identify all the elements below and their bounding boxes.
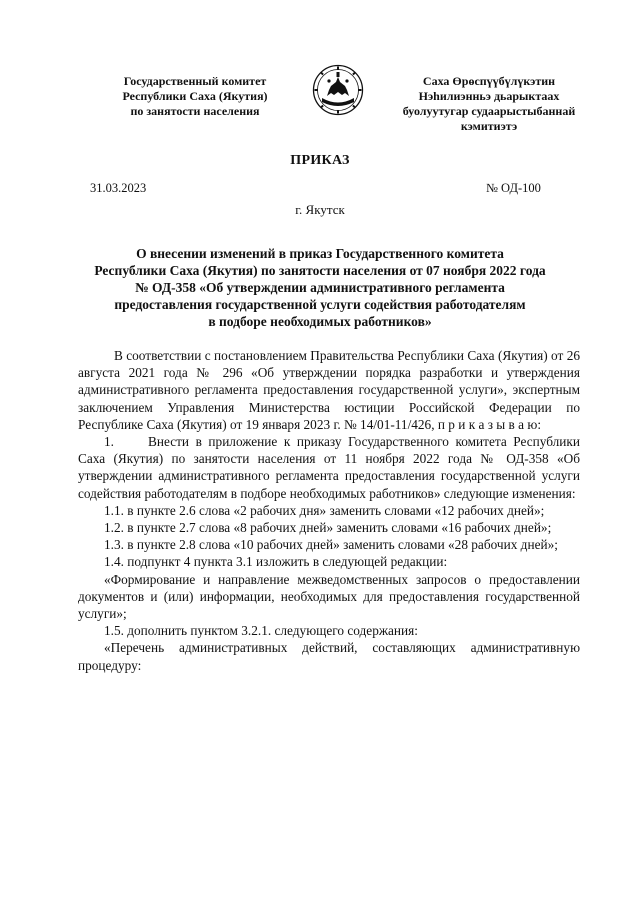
issuer-line: буолуутугар судаарыстыбаннай xyxy=(402,104,576,118)
subject-line: О внесении изменений в приказ Государственного комитета xyxy=(136,246,504,261)
subpoint-1-2: 1.2. в пункте 2.7 слова «8 рабочих дней» заменить словами «16 рабочих дней»; xyxy=(104,520,552,536)
subject-line: № ОД-358 «Об утверждении административного регламента xyxy=(135,280,505,295)
issuer-line: Саха Өрөспүүбүлүкэтин xyxy=(422,74,556,88)
point-number: 1. xyxy=(104,434,114,450)
document-title: ПРИКАЗ xyxy=(290,153,350,168)
subject-line: Республики Саха (Якутия) по занятости населения от 07 ноября 2022 года xyxy=(94,263,546,278)
issuer-line: Республики Саха (Якутия) xyxy=(122,89,268,103)
issuer-line: по занятости населения xyxy=(130,104,260,118)
subject-line: предоставления государственной услуги содействия работодателям xyxy=(114,297,526,312)
document-body xyxy=(78,347,580,674)
sakha-coat-of-arms-icon xyxy=(312,64,364,116)
quoted-text: «Формирование и направление межведомственных запросов о предоставлении документов и (или) информации, необходимых для предоставления государственной услуги»; xyxy=(78,571,580,622)
quoted-text: «Перечень административных действий, составляющих административную процедуру: xyxy=(78,640,580,673)
issuer-name-russian xyxy=(90,74,300,119)
issuer-line: кэмитиэтэ xyxy=(460,119,518,133)
order-subject xyxy=(70,245,570,330)
subpoint-1-4: 1.4. подпункт 4 пункта 3.1 изложить в следующей редакции: xyxy=(104,554,448,570)
subpoint-1-3: 1.3. в пункте 2.8 слова «10 рабочих дней» заменить словами «28 рабочих дней»; xyxy=(104,537,558,553)
issuer-line: Нэһилиэнньэ дьарыктаах xyxy=(418,89,560,103)
order-date: 31.03.2023 xyxy=(90,181,147,195)
subject-line: в подборе необходимых работников» xyxy=(208,314,432,329)
point-1 xyxy=(78,433,580,502)
subpoint-1-1: 1.1. в пункте 2.6 слова «2 рабочих дня» заменить словами «12 рабочих дней»; xyxy=(104,502,545,518)
preamble-paragraph: В соответствии с постановлением Правительства Республики Саха (Якутия) от 26 августа 2021 года № 296 «Об утверждении порядка разработки и утверждения административного регламента предоставления государственной услуги», экспертным заключением Управления Министерства юстиции Российской Федерации по Республике Саха (Якутия) от 19 января 2023 г. № 14/01-11/426, п р и к а з ы в а ю: xyxy=(78,348,580,432)
issuer-name-yakut xyxy=(384,74,594,134)
order-city: г. Якутск xyxy=(295,202,345,217)
issuer-line: Государственный комитет xyxy=(123,74,267,88)
point-text: Внести в приложение к приказу Государственного комитета Республики Саха (Якутия) по занятости населения от 11 ноября 2022 года № ОД-358 «Об утверждении административного регламента предоставления государственной услуги содействия работодателям в подборе необходимых работников» следующие изменения: xyxy=(78,434,580,501)
subpoint-1-5: 1.5. дополнить пунктом 3.2.1. следующего содержания: xyxy=(104,623,418,639)
order-number: № ОД-100 xyxy=(486,181,541,195)
